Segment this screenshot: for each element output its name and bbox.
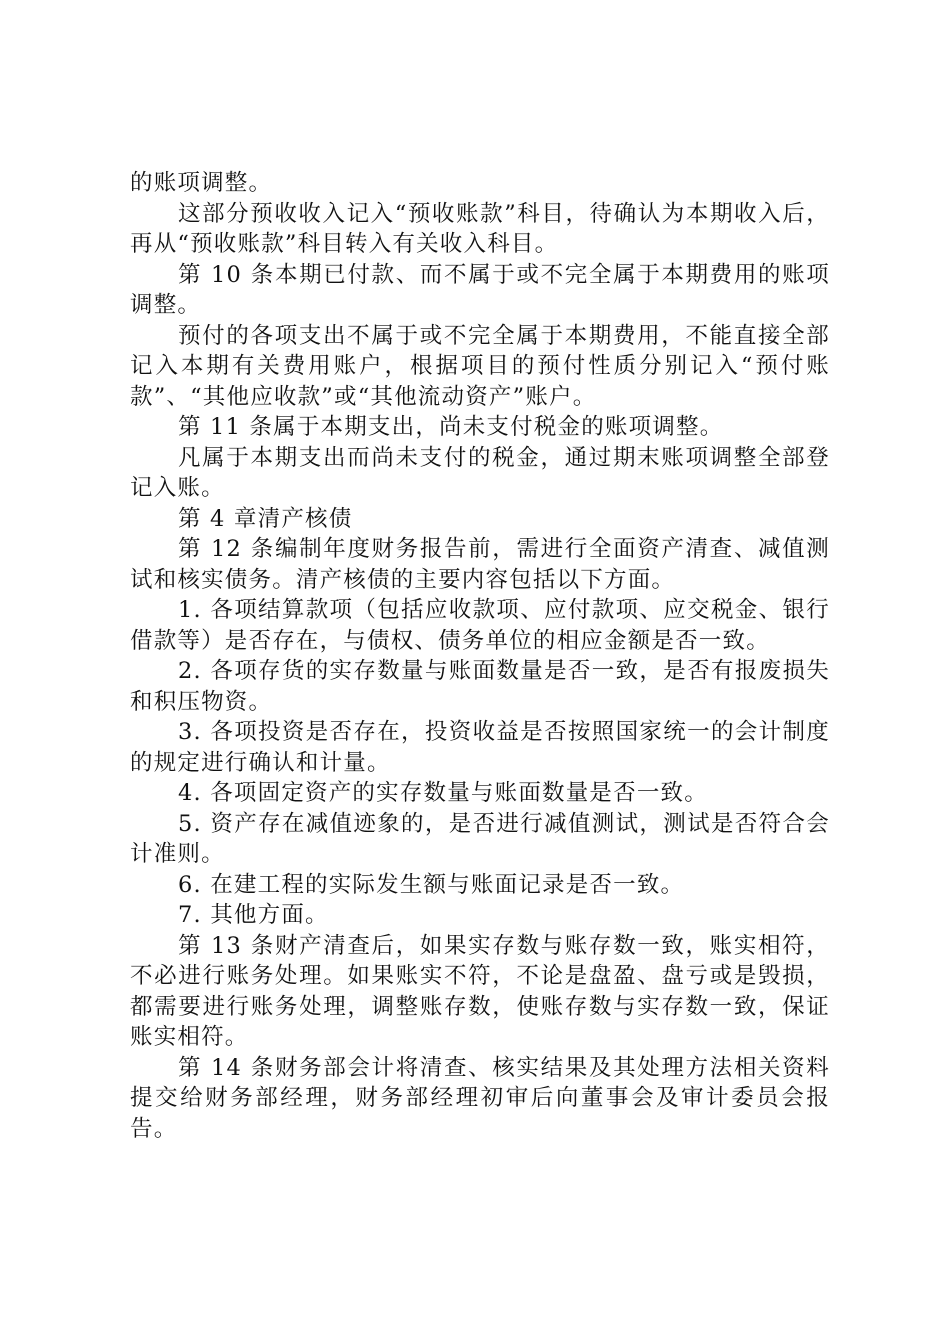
paragraph-4: 预付的各项支出不属于或不完全属于本期费用，不能直接全部记入本期有关费用账户，根据项目的预付性质分别记入“预付账款”、“其他应收款”或“其他流动资产”账户。 [130,322,830,410]
list-item-5: 5. 资产存在减值迹象的，是否进行减值测试，测试是否符合会计准则。 [130,810,830,867]
list-item-6: 6. 在建工程的实际发生额与账面记录是否一致。 [178,871,685,898]
chapter-heading: 第 4 章清产核债 [178,505,353,532]
paragraph-2: 这部分预收收入记入“预收账款”科目，待确认为本期收入后，再从“预收账款”科目转入有关收入科目。 [130,200,830,257]
paragraph-3: 第 10 条本期已付款、而不属于或不完全属于本期费用的账项调整。 [130,261,830,318]
list-item-3: 3. 各项投资是否存在，投资收益是否按照国家统一的会计制度的规定进行确认和计量。 [130,719,830,776]
list-item-7: 7. 其他方面。 [178,902,329,928]
list-item-1: 1. 各项结算款项（包括应收款项、应付款项、应交税金、银行借款等）是否存在，与债权、债务单位的相应金额是否一致。 [130,597,830,654]
list-item-2: 2. 各项存货的实存数量与账面数量是否一致，是否有报废损失和积压物资。 [130,658,830,715]
paragraph-6: 凡属于本期支出而尚未支付的税金，通过期末账项调整全部登记入账。 [130,444,830,501]
paragraph-17: 第 14 条财务部会计将清查、核实结果及其处理方法相关资料提交给财务部经理，财务部经理初审后向董事会及审计委员会报告。 [130,1054,830,1142]
paragraph-5: 第 11 条属于本期支出，尚未支付税金的账项调整。 [178,414,724,440]
paragraph-1: 的账项调整。 [130,170,273,196]
paragraph-16: 第 13 条财产清查后，如果实存数与账存数一致，账实相符，不必进行账务处理。如果账实不符，不论是盘盈、盘亏或是毁损，都需要进行账务处理，调整账存数，使账存数与实存数一致，保证账实相符。 [130,932,830,1050]
document-body [130,168,830,1144]
list-item-4: 4. 各项固定资产的实存数量与账面数量是否一致。 [178,780,708,806]
paragraph-8: 第 12 条编制年度财务报告前，需进行全面资产清查、减值测试和核实债务。清产核债的主要内容包括以下方面。 [130,536,830,593]
